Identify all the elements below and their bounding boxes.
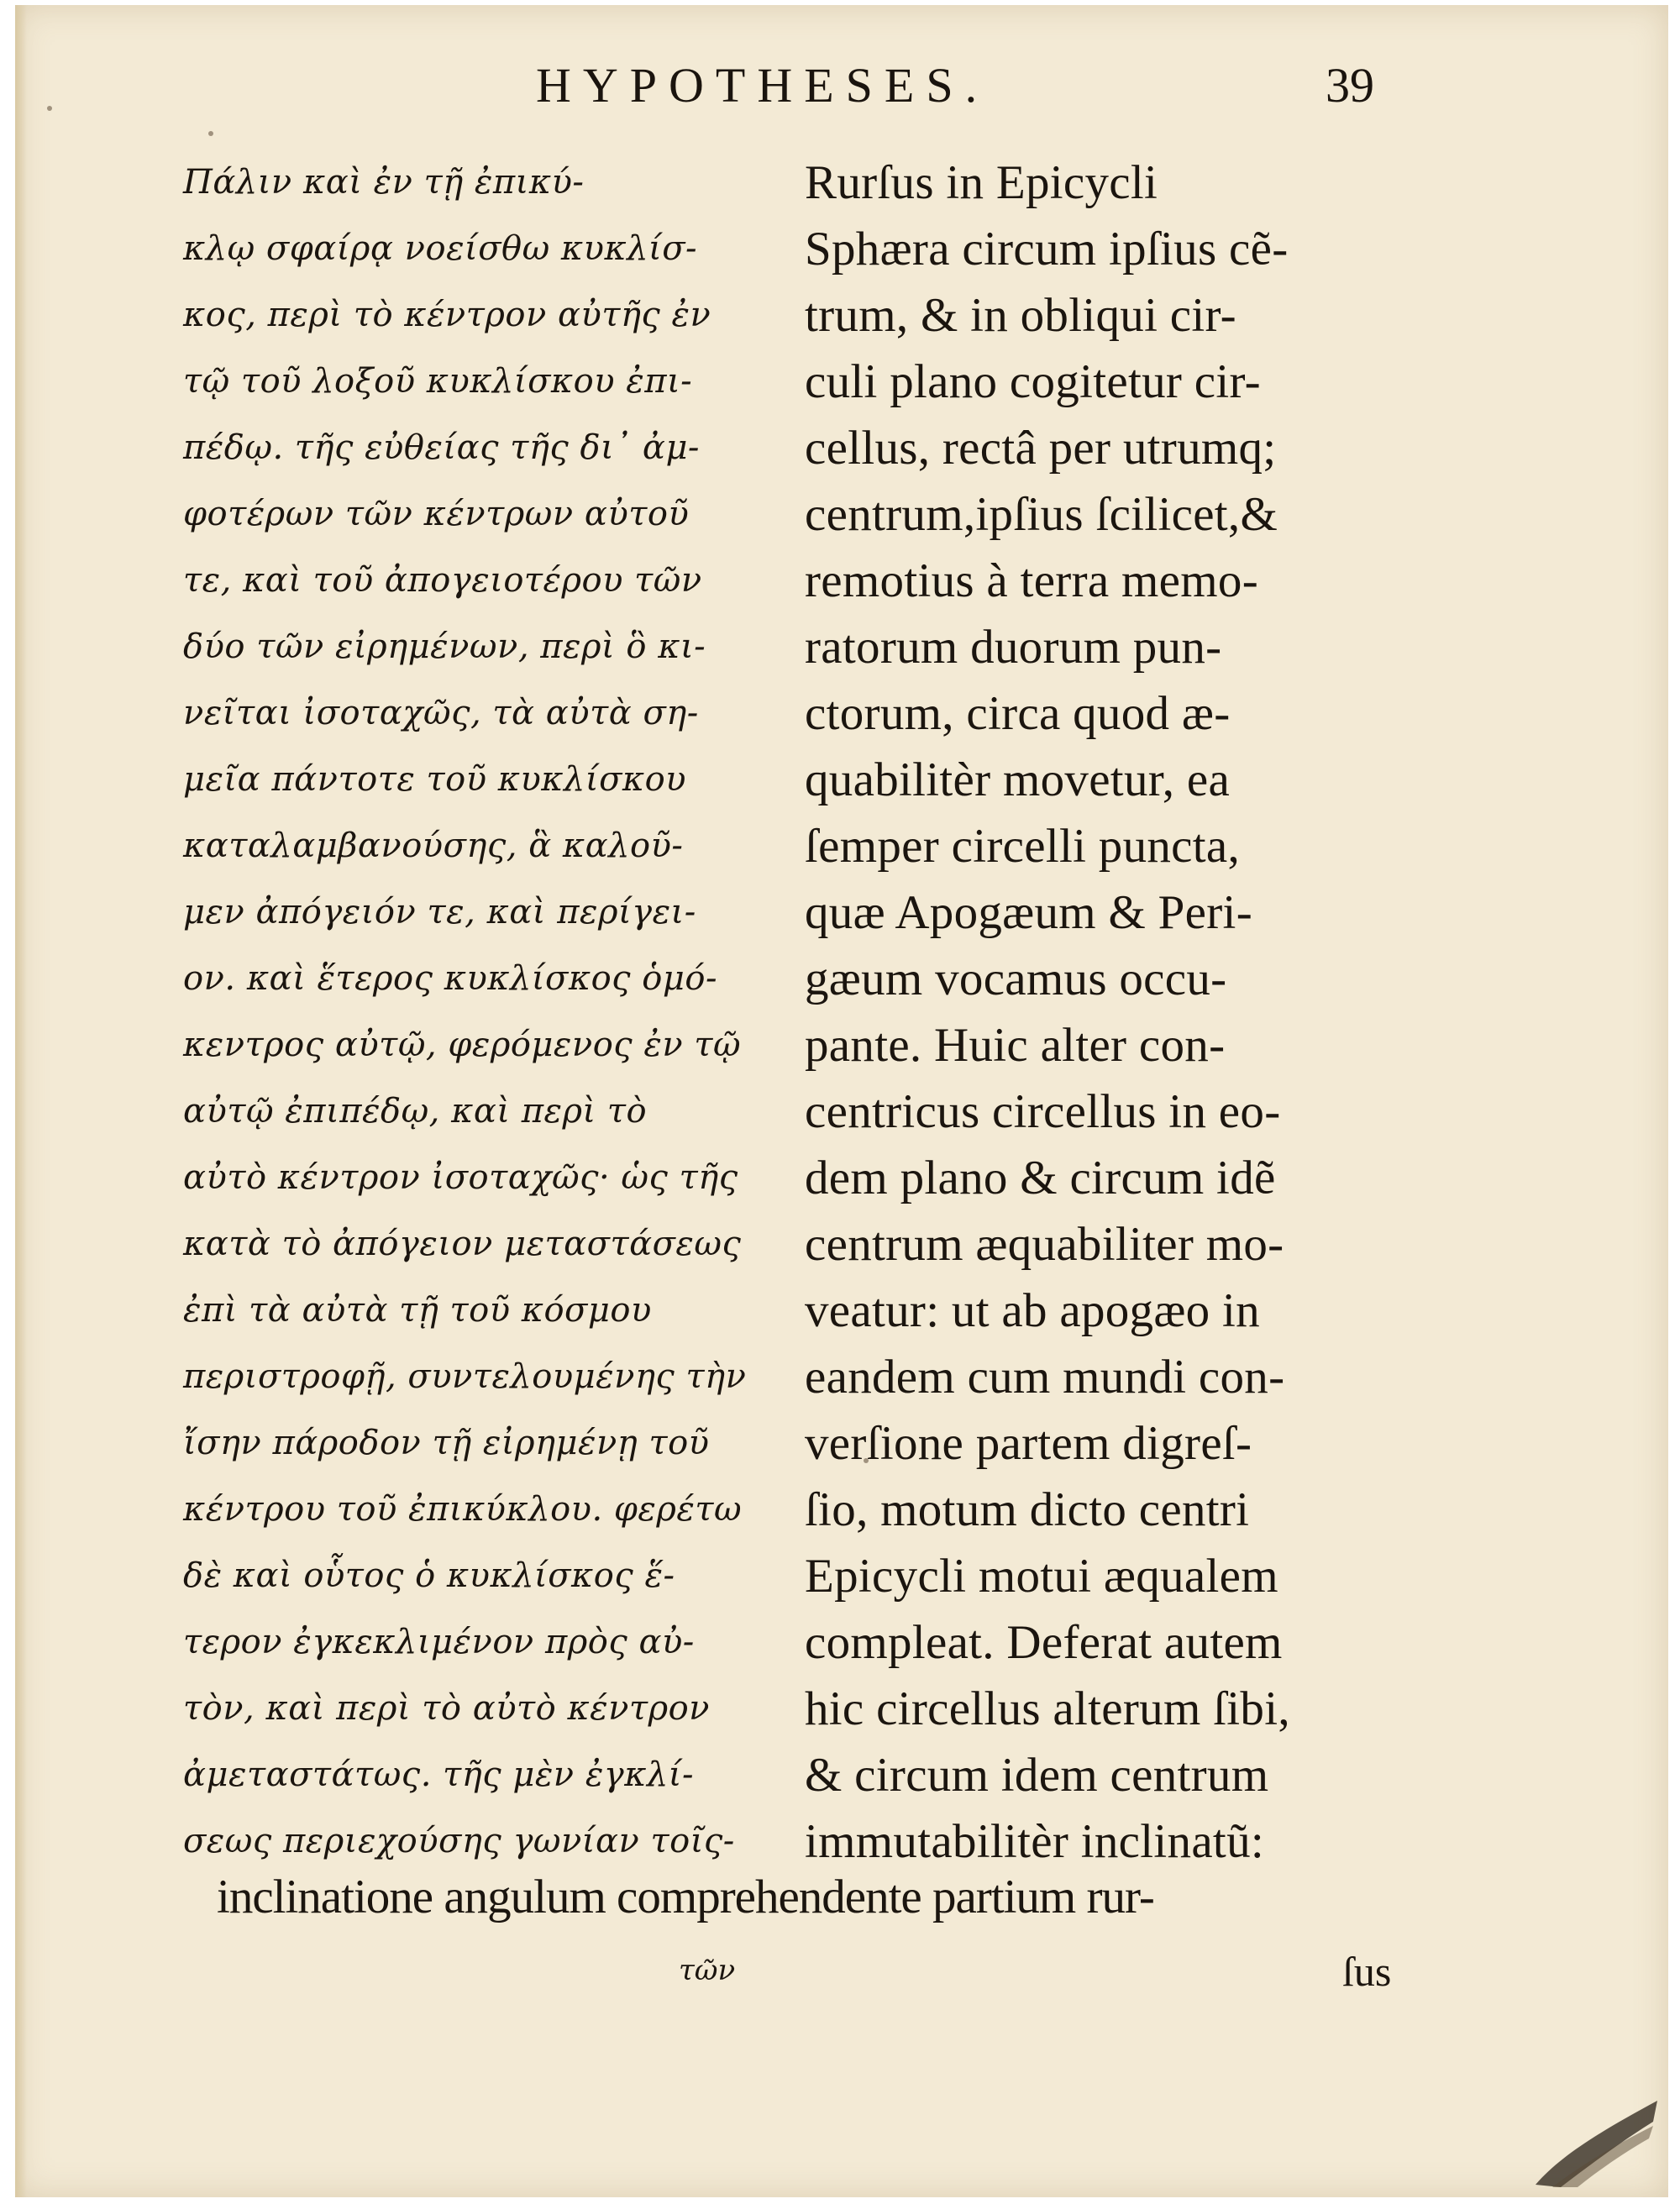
latin-line: quabilitèr movetur, ea	[805, 753, 1231, 806]
greek-line: ον. καὶ ἕτερος κυκλίσκος ὁμό-	[183, 959, 717, 998]
ink-speck	[208, 131, 213, 136]
running-title: HYPOTHESES.	[536, 58, 990, 113]
latin-line: remotius à terra memo-	[805, 554, 1258, 607]
greek-line: ἴσην πάροδον τῇ εἰρημένῃ τοῦ	[183, 1424, 710, 1462]
latin-catchword: ſus	[1342, 1948, 1392, 1995]
ink-speck	[864, 1458, 869, 1463]
greek-line: μεν ἀπόγειόν τε, καὶ περίγει-	[183, 893, 696, 931]
greek-line: φοτέρων τῶν κέντρων αὐτοῦ	[183, 495, 690, 533]
greek-line: αὐτὸ κέντρον ἰσοταχῶς· ὡς τῆς	[183, 1158, 738, 1197]
greek-line: δὲ καὶ οὗτος ὁ κυκλίσκος ἕ-	[183, 1556, 675, 1595]
greek-line: καταλαμβανούσης, ἃ καλοῦ-	[183, 826, 684, 865]
latin-line: centricus circellus in eo-	[805, 1085, 1281, 1138]
latin-line: compleat. Deferat autem	[805, 1616, 1283, 1669]
latin-line: cellus, rectâ per utrumq;	[805, 422, 1277, 475]
greek-line: πέδῳ. τῆς εὐθείας τῆς δι᾽ ἀμ-	[183, 428, 700, 467]
book-page	[15, 5, 1668, 2197]
greek-line: κλῳ σφαίρᾳ νοείσθω κυκλίσ-	[183, 229, 698, 268]
latin-line: immutabilitèr inclinatũ:	[805, 1815, 1265, 1868]
greek-line: ἀμεταστάτως. τῆς μὲν ἐγκλί-	[183, 1755, 694, 1794]
latin-line: gæum vocamus occu-	[805, 952, 1227, 1005]
latin-line: centrum,ipſius ſcilicet,&	[805, 488, 1278, 541]
greek-line: αὐτῷ ἐπιπέδῳ, καὶ περὶ τὸ	[183, 1092, 648, 1131]
greek-line: δύο τῶν εἰρημένων, περὶ ὃ κι-	[183, 627, 706, 666]
latin-line: ctorum, circa quod æ-	[805, 687, 1231, 740]
full-width-line: inclinatione angulum comprehendente partium rur-	[217, 1871, 1154, 1923]
greek-line: κεντρος αὐτῷ, φερόμενος ἐν τῷ	[183, 1026, 742, 1064]
greek-line: νεῖται ἰσοταχῶς, τὰ αὐτὰ ση-	[183, 694, 699, 732]
greek-line: ἐπὶ τὰ αὐτὰ τῇ τοῦ κόσμου	[183, 1291, 652, 1330]
latin-line: dem plano & circum idẽ	[805, 1152, 1276, 1204]
latin-line: ſio, motum dicto centri	[805, 1483, 1250, 1536]
latin-line: ſemper circelli puncta,	[805, 820, 1241, 873]
page-number: 39	[1326, 58, 1374, 113]
greek-text-column	[183, 150, 771, 1875]
greek-catchword: τῶν	[679, 1954, 736, 1987]
latin-line: pante. Huic alter con-	[805, 1019, 1226, 1072]
latin-line: culi plano cogitetur cir-	[805, 355, 1261, 408]
greek-line: Πάλιν καὶ ἐν τῇ ἐπικύ-	[183, 163, 585, 202]
greek-line: περιστροφῇ, συντελουμένης τὴν	[183, 1357, 747, 1396]
latin-line: & circum idem centrum	[805, 1749, 1269, 1802]
greek-line: κατὰ τὸ ἀπόγειον μεταστάσεως	[183, 1225, 742, 1263]
latin-line: ratorum duorum pun-	[805, 621, 1222, 674]
page-header	[15, 57, 1668, 124]
latin-line: centrum æquabiliter mo-	[805, 1218, 1284, 1271]
latin-line: Rurſus in Epicycli	[805, 156, 1158, 209]
latin-line: trum, & in obliqui cir-	[805, 289, 1236, 342]
latin-line: Sphæra circum ipſius cẽ-	[805, 223, 1289, 276]
latin-line: quæ Apogæum & Peri-	[805, 886, 1252, 939]
greek-line: τὸν, καὶ περὶ τὸ αὐτὸ κέντρον	[183, 1689, 710, 1728]
greek-line: τερον ἐγκεκλιμένον πρὸς αὐ-	[183, 1623, 695, 1661]
latin-line: hic circellus alterum ſibi,	[805, 1682, 1290, 1735]
greek-line: τῷ τοῦ λοξοῦ κυκλίσκου ἐπι-	[183, 362, 693, 401]
latin-line: verſione partem digreſ-	[805, 1417, 1252, 1470]
latin-line: eandem cum mundi con-	[805, 1351, 1285, 1404]
latin-text-column	[805, 150, 1410, 1875]
latin-line: veatur: ut ab apogæo in	[805, 1284, 1260, 1337]
greek-line: κος, περὶ τὸ κέντρον αὐτῆς ἐν	[183, 296, 711, 334]
greek-line: σεως περιεχούσης γωνίαν τοῖς-	[183, 1822, 735, 1860]
ink-speck	[47, 106, 52, 111]
page-corner-stain	[1527, 2096, 1662, 2189]
latin-line: Epicycli motui æqualem	[805, 1550, 1278, 1603]
greek-line: τε, καὶ τοῦ ἀπογειοτέρου τῶν	[183, 561, 702, 600]
greek-line: μεῖα πάντοτε τοῦ κυκλίσκου	[183, 760, 686, 799]
greek-line: κέντρου τοῦ ἐπικύκλου. φερέτω	[183, 1490, 743, 1529]
